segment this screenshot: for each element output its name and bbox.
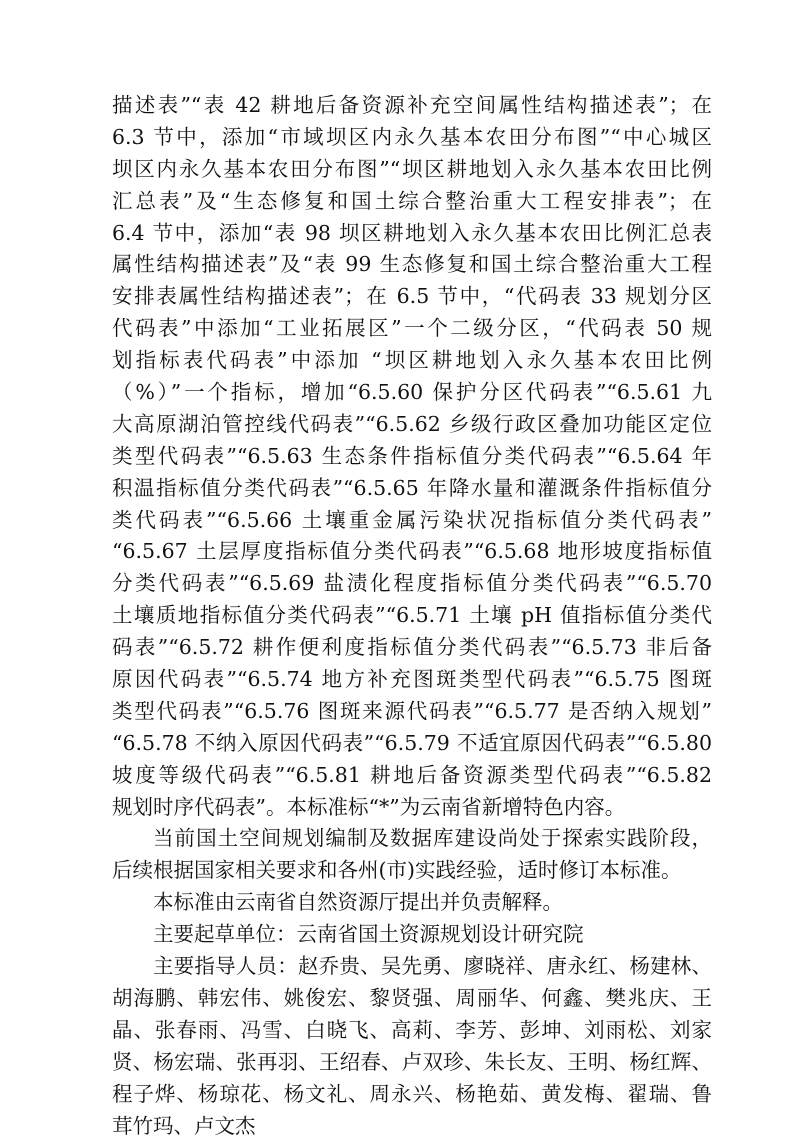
text-line: 规划时序代码表”。本标准标“*”为云南省新增特色内容。 xyxy=(112,792,712,824)
text-line: 坝区内永久基本农田分布图”“坝区耕地划入永久基本农田比例 xyxy=(112,154,712,186)
text-line: 大高原湖泊管控线代码表”“6.5.62 乡级行政区叠加功能区定位 xyxy=(112,409,712,441)
text-line: 安排表属性结构描述表”；在 6.5 节中，“代码表 33 规划分区 xyxy=(112,281,712,313)
text-line: 6.4 节中，添加“表 98 坝区耕地划入永久基本农田比例汇总表 xyxy=(112,218,712,250)
paragraph-revision-note xyxy=(112,823,712,887)
text-line: “6.5.78 不纳入原因代码表”“6.5.79 不适宜原因代码表”“6.5.80 xyxy=(112,728,712,760)
text-line: 分类代码表”“6.5.69 盐渍化程度指标值分类代码表”“6.5.70 xyxy=(112,568,712,600)
text-line: 代码表”中添加“工业拓展区”一个二级分区，“代码表 50 规 xyxy=(112,313,712,345)
text-line: “6.5.67 土层厚度指标值分类代码表”“6.5.68 地形坡度指标值 xyxy=(112,536,712,568)
paragraph-interpretation xyxy=(112,887,712,919)
text-line: 主要指导人员：赵乔贵、吴先勇、廖晓祥、唐永红、杨建林、 xyxy=(112,951,712,983)
text-line: 坡度等级代码表”“6.5.81 耕地后备资源类型代码表”“6.5.82 xyxy=(112,760,712,792)
text-line: 茸竹玛、卢文杰 xyxy=(112,1111,712,1142)
text-line: 本标准由云南省自然资源厅提出并负责解释。 xyxy=(112,887,712,919)
text-line: 积温指标值分类代码表”“6.5.65 年降水量和灌溉条件指标值分 xyxy=(112,473,712,505)
paragraph-guiding-staff xyxy=(112,951,712,1142)
text-line: 汇总表”及“生态修复和国土综合整治重大工程安排表”；在 xyxy=(112,186,712,218)
text-line: 6.3 节中，添加“市域坝区内永久基本农田分布图”“中心城区 xyxy=(112,122,712,154)
text-line: 码表”“6.5.72 耕作便利度指标值分类代码表”“6.5.73 非后备 xyxy=(112,632,712,664)
text-line: 贤、杨宏瑞、张再羽、王绍春、卢双珍、朱长友、王明、杨红辉、 xyxy=(112,1047,712,1079)
text-line: 程子烨、杨琼花、杨文礼、周永兴、杨艳茹、黄发梅、翟瑞、鲁 xyxy=(112,1079,712,1111)
text-line: 类代码表”“6.5.66 土壤重金属污染状况指标值分类代码表” xyxy=(112,505,712,537)
text-line: 属性结构描述表”及“表 99 生态修复和国土综合整治重大工程 xyxy=(112,249,712,281)
text-line: 类型代码表”“6.5.76 图斑来源代码表”“6.5.77 是否纳入规划” xyxy=(112,696,712,728)
text-line: 当前国土空间规划编制及数据库建设尚处于探索实践阶段， xyxy=(112,823,712,855)
text-line: 原因代码表”“6.5.74 地方补充图斑类型代码表”“6.5.75 图斑 xyxy=(112,664,712,696)
text-line: 描述表”“表 42 耕地后备资源补充空间属性结构描述表”；在 xyxy=(112,90,712,122)
text-line: 晶、张春雨、冯雪、白晓飞、高莉、李芳、彭坤、刘雨松、刘家 xyxy=(112,1015,712,1047)
paragraph-drafting-unit xyxy=(112,919,712,951)
text-line: 划指标表代码表”中添加 “坝区耕地划入永久基本农田比例 xyxy=(112,345,712,377)
text-line: 胡海鹏、韩宏伟、姚俊宏、黎贤强、周丽华、何鑫、樊兆庆、王 xyxy=(112,983,712,1015)
text-line: 主要起草单位：云南省国土资源规划设计研究院 xyxy=(112,919,712,951)
text-line: （%）”一个指标，增加“6.5.60 保护分区代码表”“6.5.61 九 xyxy=(112,377,712,409)
document-body xyxy=(112,90,712,1142)
text-line: 类型代码表”“6.5.63 生态条件指标值分类代码表”“6.5.64 年 xyxy=(112,441,712,473)
paragraph-code-table-changes xyxy=(112,90,712,823)
text-line: 土壤质地指标值分类代码表”“6.5.71 土壤 pH 值指标值分类代 xyxy=(112,600,712,632)
text-line: 后续根据国家相关要求和各州(市)实践经验，适时修订本标准。 xyxy=(112,855,712,887)
